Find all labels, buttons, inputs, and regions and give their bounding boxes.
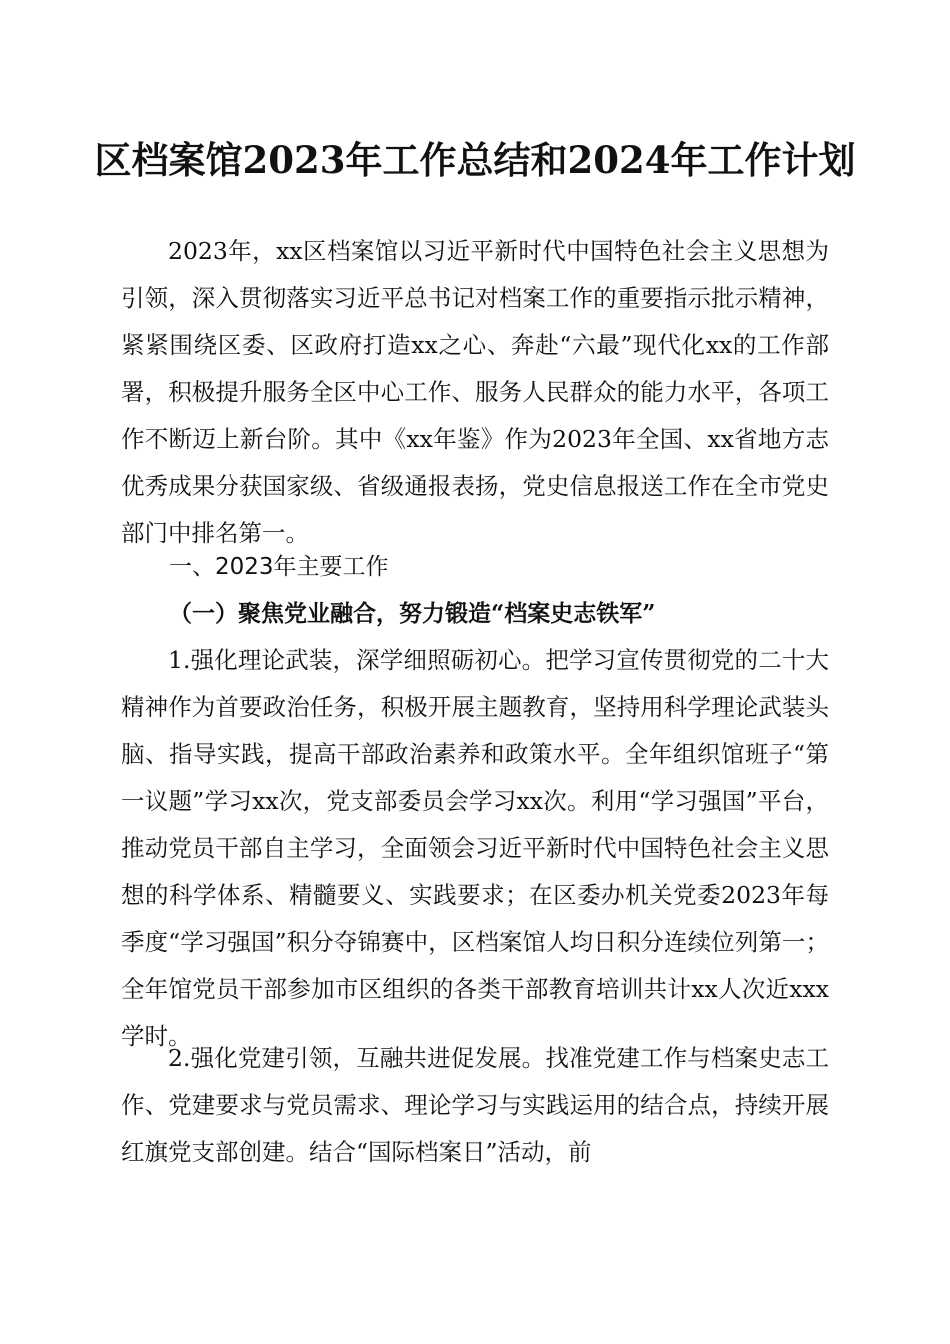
intro-paragraph-block bbox=[121, 228, 829, 557]
item-1-paragraph: 1.强化理论武装，深学细照砺初心。把学习宣传贯彻党的二十大精神作为首要政治任务，积极开展主题教育，坚持用科学理论武装头脑、指导实践，提高干部政治素养和政策水平。全年组织馆班子“第一议题”学习xx次，党支部委员会学习xx次。利用“学习强国”平台，推动党员干部自主学习，全面领会习近平新时代中国特色社会主义思想的科学体系、精髓要义、实践要求；在区委办机关党委2023年每季度“学习强国”积分夺锦赛中，区档案馆人均日积分连续位列第一；全年馆党员干部参加市区组织的各类干部教育培训共计xx人次近xxx学时。 bbox=[121, 646, 829, 1050]
document-title: 区档案馆2023年工作总结和2024年工作计划 bbox=[94, 138, 856, 182]
subsection-heading-1: （一）聚焦党业融合，努力锻造“档案史志铁军” bbox=[169, 600, 656, 627]
item-2-paragraph: 2.强化党建引领，互融共进促发展。找准党建工作与档案史志工作、党建要求与党员需求、理论学习与实践运用的结合点，持续开展红旗党支部创建。结合“国际档案日”活动，前 bbox=[121, 1044, 829, 1166]
item-2-block bbox=[121, 1035, 829, 1176]
intro-paragraph: 2023年，xx区档案馆以习近平新时代中国特色社会主义思想为引领，深入贯彻落实习近平总书记对档案工作的重要指示批示精神，紧紧围绕区委、区政府打造xx之心、奔赴“六最”现代化xx的工作部署，积极提升服务全区中心工作、服务人民群众的能力水平，各项工作不断迈上新台阶。其中《xx年鉴》作为2023年全国、xx省地方志优秀成果分获国家级、省级通报表扬，党史信息报送工作在全市党史部门中排名第一。 bbox=[121, 237, 829, 547]
item-1-block bbox=[121, 637, 829, 1060]
section-heading-1: 一、2023年主要工作 bbox=[169, 554, 389, 580]
